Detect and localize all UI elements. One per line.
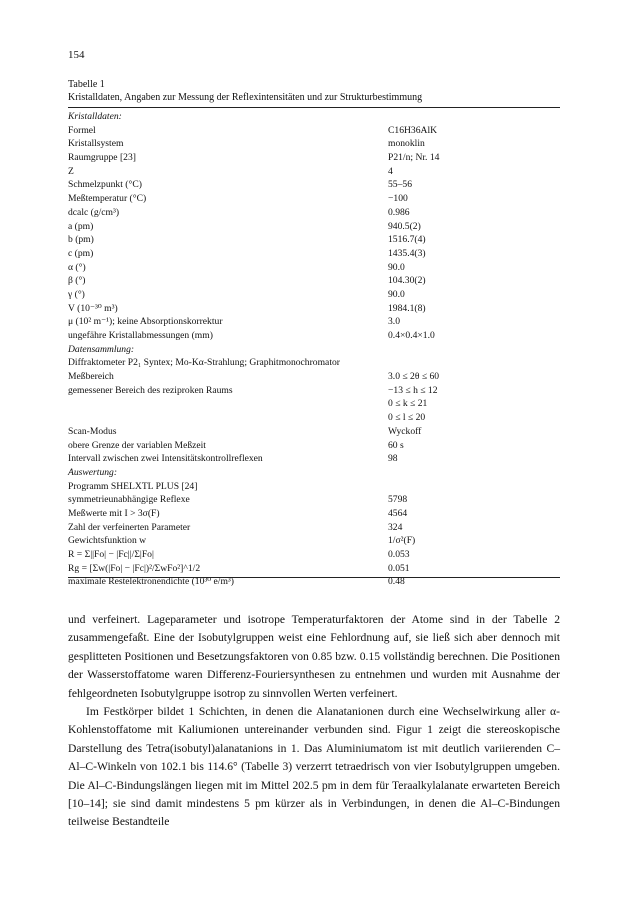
table-row xyxy=(68,329,560,343)
row-label: dcalc (g/cm³) xyxy=(68,206,120,218)
table-row xyxy=(68,397,560,411)
table-caption: Kristalldaten, Angaben zur Messung der Reflexintensitäten und zur Strukturbestimmung xyxy=(68,92,423,103)
table-row xyxy=(68,534,560,548)
table-row xyxy=(68,548,560,562)
row-label: Gewichtsfunktion w xyxy=(68,535,147,547)
row-value: 1/σ²(F) xyxy=(388,535,416,547)
program-line: Programm SHELXTL PLUS [24] xyxy=(68,480,198,492)
table-row xyxy=(68,493,560,507)
row-label: Rg = [Σw(|Fo| − |Fc|)²/ΣwFo²]^1/2 xyxy=(68,562,201,574)
row-value: 4 xyxy=(388,165,393,177)
row-value: Wyckoff xyxy=(388,425,422,437)
row-value: 1984.1(8) xyxy=(388,302,426,314)
row-label: gemessener Bereich des reziproken Raums xyxy=(68,384,233,396)
row-value: 0 ≤ k ≤ 21 xyxy=(388,398,428,410)
page-number: 154 xyxy=(68,49,85,61)
table-row xyxy=(68,384,560,398)
table-row xyxy=(68,220,560,234)
table-row xyxy=(68,425,560,439)
row-value: 90.0 xyxy=(388,288,405,300)
table-row xyxy=(68,411,560,425)
row-label: obere Grenze der variablen Meßzeit xyxy=(68,439,206,451)
table-title: Tabelle 1 xyxy=(68,79,105,90)
table-row xyxy=(68,233,560,247)
row-label xyxy=(68,397,388,411)
row-label: Kristallsystem xyxy=(68,138,124,150)
row-value: 0.051 xyxy=(388,562,410,574)
body-text xyxy=(68,611,560,832)
table-row xyxy=(68,165,560,179)
row-label: μ (10² m⁻¹); keine Absorptionskorrektur xyxy=(68,316,223,328)
row-label: Intervall zwischen zwei Intensitätskontrollreflexen xyxy=(68,453,263,465)
table-row xyxy=(68,452,560,466)
row-label: b (pm) xyxy=(68,234,94,246)
table-row xyxy=(68,192,560,206)
row-label: Z xyxy=(68,165,74,177)
row-label: R = Σ||Fo| − |Fc||/Σ|Fo| xyxy=(68,549,154,560)
row-label: Formel xyxy=(68,124,96,136)
table-row xyxy=(68,370,560,384)
paragraph: Im Festkörper bildet 1 Schichten, in denen die Alanatanionen durch eine Wechselwirkung aller α-Kohlenstoffatome mit Kaliumionen untereinander verbunden sind. Figur 1 zeigt die stereoskopische Darstellung des Tetra(isobutyl)alanatanions in 1. Das Aluminiumatom ist mit deutlich variierenden C–Al–C-Winkeln von 102.1 bis 114.6° (Tabelle 3) verzerrt tetraedrisch von vier Isobutylgruppen umgeben. Die Al–C-Bindungslängen liegen mit im Mittel 202.5 pm in dem für Teraalkylalanate erwarteten Bereich [10–14]; sie sind damit mindestens 5 pm kürzer als in Verbindungen, in denen die Al–C-Bindungen teilweise Bestandteile xyxy=(68,705,560,829)
rows-group-collection xyxy=(68,370,560,466)
row-label: Meßbereich xyxy=(68,371,114,383)
row-label: Meßwerte mit I > 3σ(F) xyxy=(68,507,160,519)
table-row xyxy=(68,151,560,165)
row-value: 60 s xyxy=(388,439,404,451)
row-value: P21/n; Nr. 14 xyxy=(388,152,440,164)
table-row xyxy=(68,124,560,138)
table-row xyxy=(68,137,560,151)
row-value: 0.4×0.4×1.0 xyxy=(388,330,435,341)
table-row xyxy=(68,562,560,576)
row-value: 98 xyxy=(388,453,398,465)
row-label xyxy=(68,411,388,425)
crystal-data-table xyxy=(68,110,560,589)
row-value: −13 ≤ h ≤ 12 xyxy=(388,384,438,396)
row-value: 55–56 xyxy=(388,179,412,191)
row-label: α (°) xyxy=(68,261,86,273)
row-value: −100 xyxy=(388,193,408,205)
table-row xyxy=(68,247,560,261)
row-value: 90.0 xyxy=(388,261,405,273)
row-label: maximale Restelektronendichte (10³⁰ e/m³) xyxy=(68,576,234,588)
table-row xyxy=(68,261,560,275)
row-label: V (10⁻³⁰ m³) xyxy=(68,302,118,314)
row-value: 940.5(2) xyxy=(388,220,421,232)
section-heading: Auswertung: xyxy=(68,466,118,478)
row-label: symmetrieunabhängige Reflexe xyxy=(68,494,190,506)
row-label: a (pm) xyxy=(68,220,94,232)
table-row xyxy=(68,507,560,521)
table-bottom-rule xyxy=(68,577,560,578)
rows-group-evaluation xyxy=(68,493,560,589)
row-label: γ (°) xyxy=(68,288,85,300)
table-row xyxy=(68,178,560,192)
row-value: monoklin xyxy=(388,138,425,150)
row-value: 5798 xyxy=(388,494,408,506)
table-row xyxy=(68,274,560,288)
row-value: 1435.4(3) xyxy=(388,247,426,259)
row-label: Scan-Modus xyxy=(68,425,117,437)
row-label: c (pm) xyxy=(68,247,94,259)
rows-group-crystal xyxy=(68,124,560,343)
row-value: 0 ≤ l ≤ 20 xyxy=(388,412,426,424)
row-value: 104.30(2) xyxy=(388,275,426,287)
row-value: 4564 xyxy=(388,507,408,519)
table-row xyxy=(68,315,560,329)
table-row xyxy=(68,288,560,302)
diffractometer-line: Diffraktometer P2₁ Syntex; Mo-Kα-Strahlung; Graphitmonochromator xyxy=(68,357,340,369)
row-label: ungefähre Kristallabmessungen (mm) xyxy=(68,330,213,341)
row-label: Meßtemperatur (°C) xyxy=(68,193,147,205)
table-row xyxy=(68,302,560,316)
row-label: β (°) xyxy=(68,275,86,287)
row-value: 0.48 xyxy=(388,576,405,588)
table-top-rule xyxy=(68,107,560,108)
row-value: C16H36AlK xyxy=(388,124,438,136)
table-row xyxy=(68,439,560,453)
paragraph: und verfeinert. Lageparameter und isotrope Temperaturfaktoren der Atome sind in der Tabelle 2 zusammengefaßt. Eine der Isobutylgruppen weist eine Fehlordnung auf, sie ließ sich aber dennoch mit gesplitteten Positionen und Besetzungsfaktoren von 0.85 bzw. 0.15 vollständig berechnen. Die Positionen der Wasserstoffatome waren Differenz-Fouriersynthesen zu entnehmen und wurden mit Ausnahme der fehlgeordneten Isobutylgruppe isotrop zu sinnvollen Werten verfeinert. xyxy=(68,613,560,700)
row-value: 0.053 xyxy=(388,549,410,560)
row-value: 3.0 ≤ 2θ ≤ 60 xyxy=(388,371,440,383)
table-row xyxy=(68,521,560,535)
row-value: 3.0 xyxy=(388,316,400,328)
section-heading: Kristalldaten: xyxy=(68,111,122,122)
row-label: Raumgruppe [23] xyxy=(68,152,136,164)
section-heading: Datensammlung: xyxy=(68,343,135,355)
row-label: Zahl der verfeinerten Parameter xyxy=(68,521,191,533)
table-row xyxy=(68,206,560,220)
row-value: 1516.7(4) xyxy=(388,234,426,246)
row-value: 0.986 xyxy=(388,206,410,218)
row-value: 324 xyxy=(388,521,403,533)
row-label: Schmelzpunkt (°C) xyxy=(68,179,142,191)
